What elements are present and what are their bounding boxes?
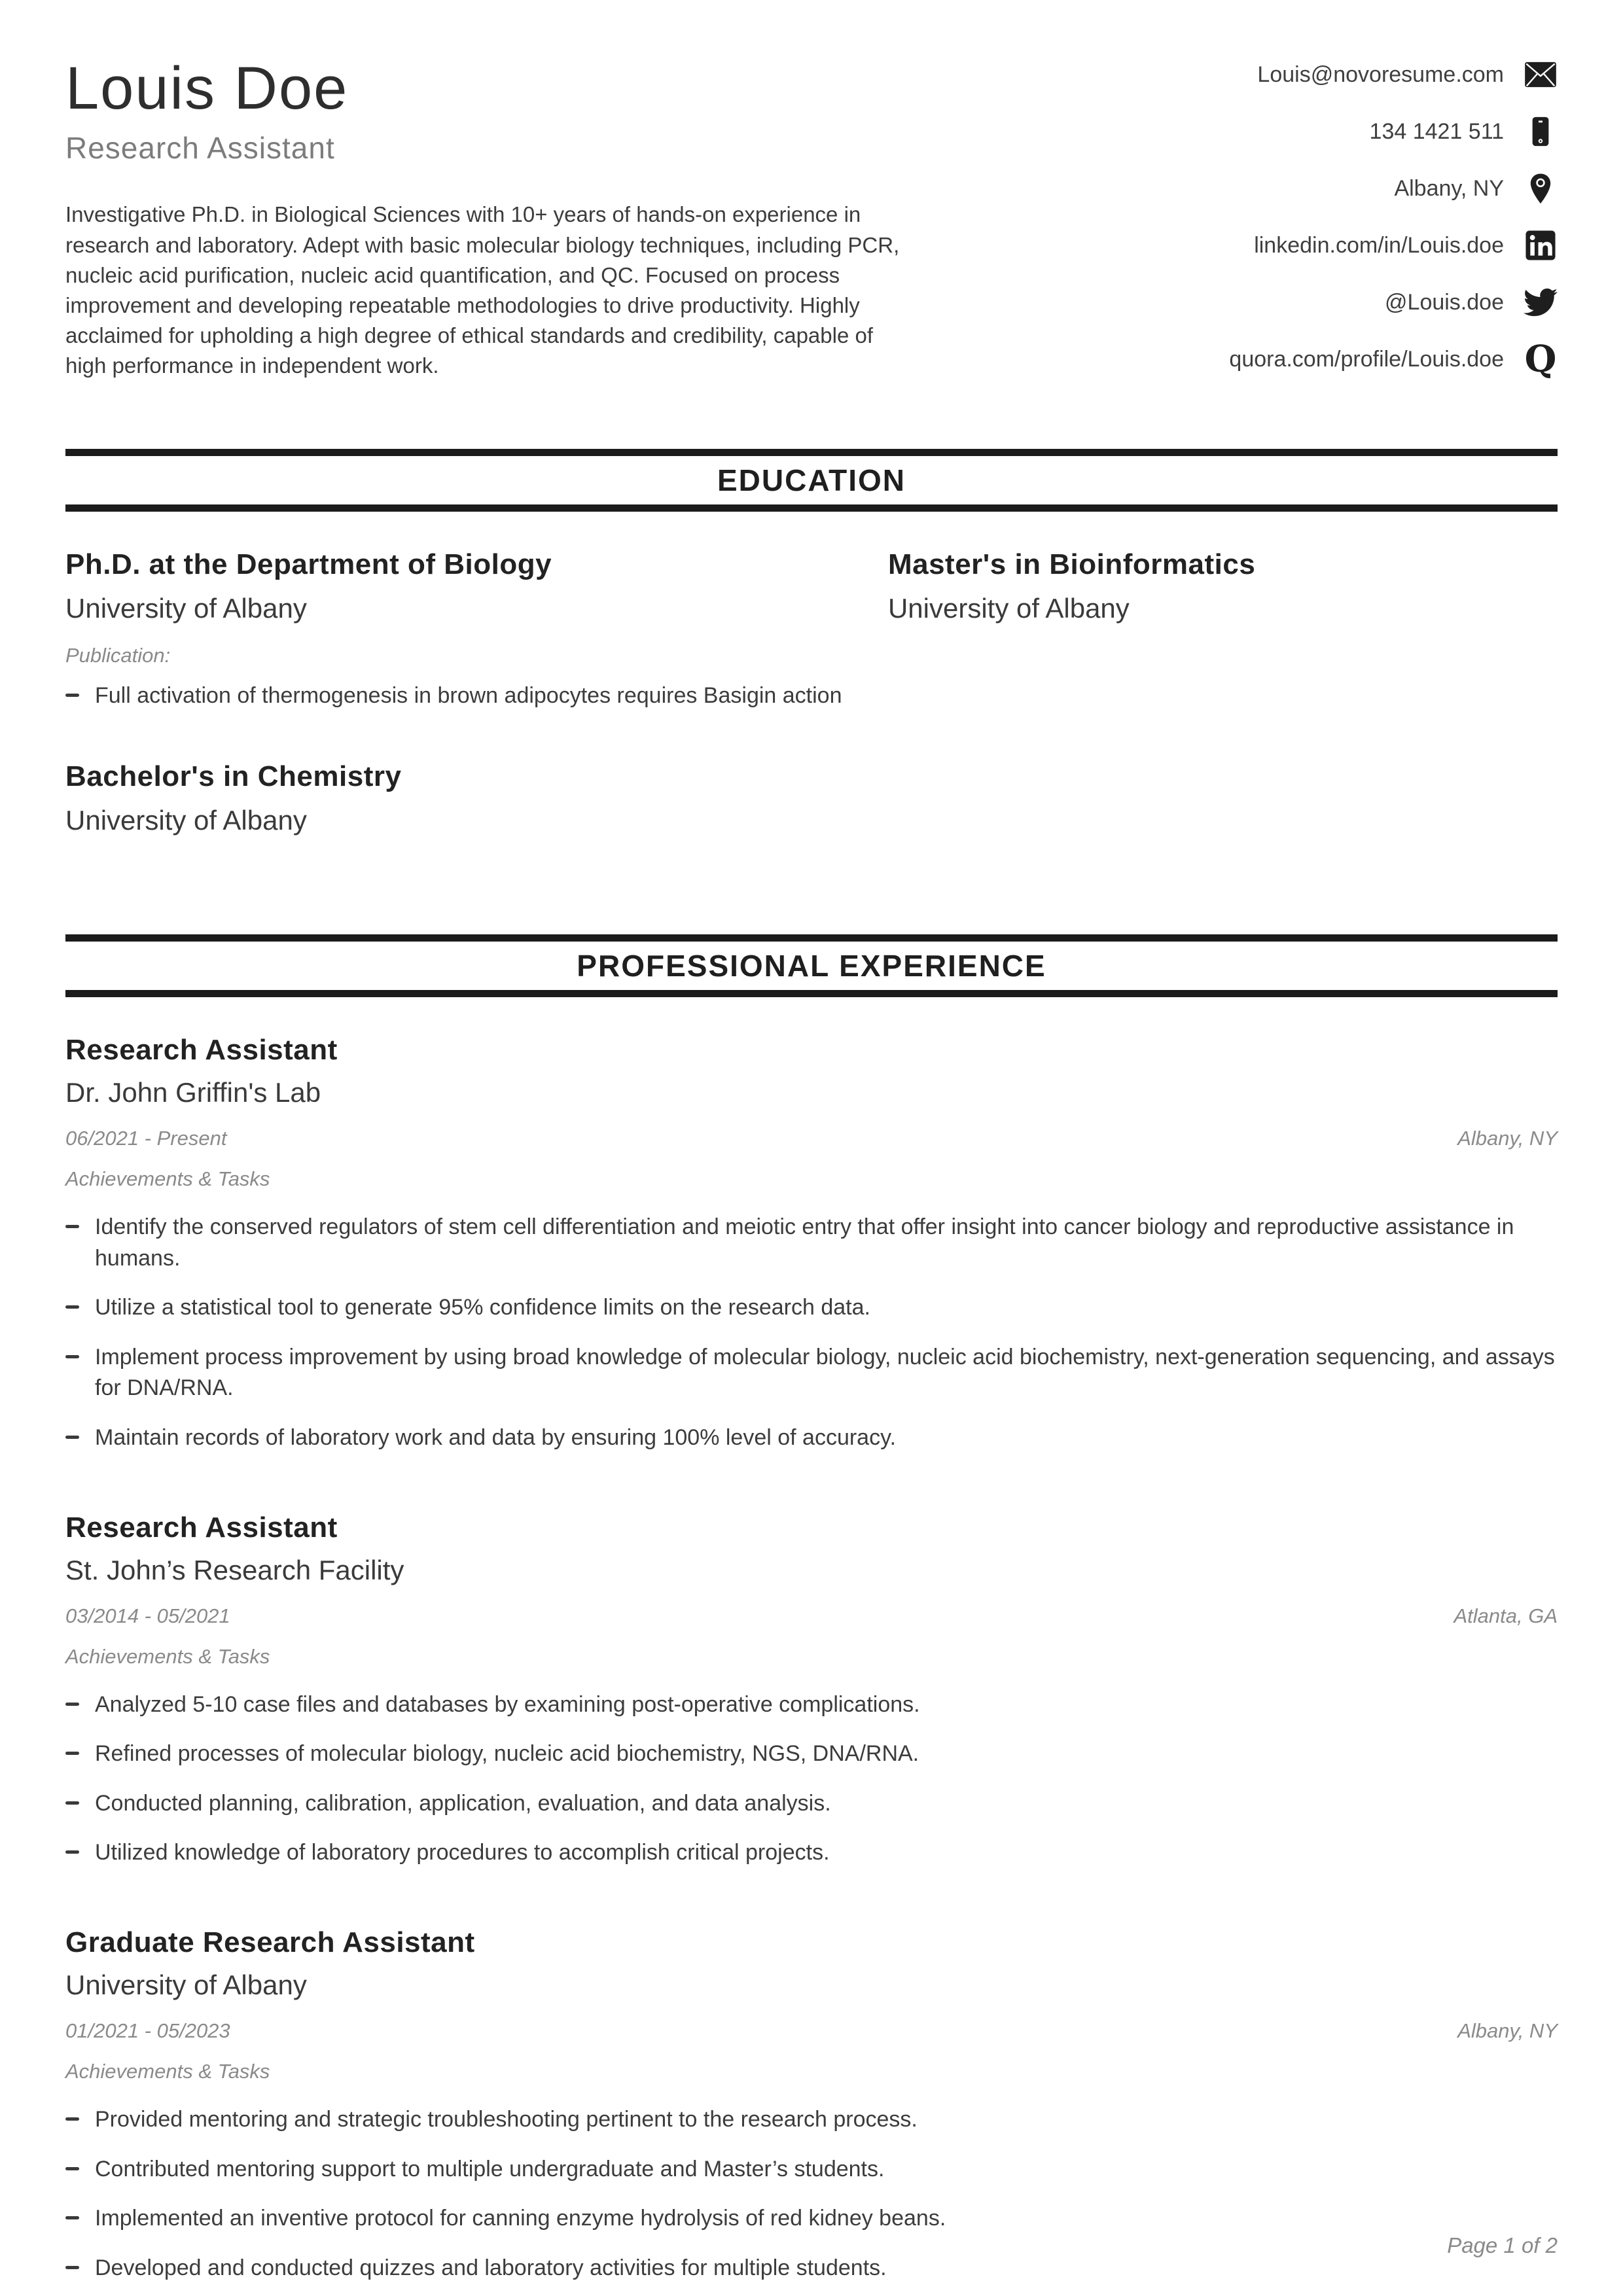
header-identity	[65, 56, 936, 381]
quora-icon: Q	[1524, 338, 1557, 381]
education-title: EDUCATION	[717, 463, 906, 498]
school-name: University of Albany	[887, 593, 1130, 624]
task-item	[65, 1788, 1558, 1820]
job-dates: 01/2021 - 05/2023	[65, 2019, 230, 2043]
task-item	[65, 2104, 1558, 2136]
contact-row-linkedin	[1254, 228, 1558, 262]
task-text: Developed and conducted quizzes and laboratory activities for multiple students.	[95, 2255, 887, 2280]
tasks-label: Achievements & Tasks	[65, 1644, 270, 1668]
bullet-dash-icon	[65, 1355, 79, 1358]
experience-section-header	[65, 934, 1558, 997]
location-icon	[1524, 171, 1558, 205]
task-text: Contributed mentoring support to multiple undergraduate and Master’s students.	[95, 2156, 885, 2181]
education-entries	[65, 548, 1558, 836]
job-title: Research Assistant	[65, 1511, 338, 1544]
quora-link[interactable]: quora.com/profile/Louis.doe	[1229, 346, 1504, 372]
education-entry-phd	[65, 548, 849, 712]
bullet-dash-icon	[65, 1752, 79, 1755]
task-item	[65, 1837, 1558, 1869]
job-meta	[65, 2019, 1558, 2043]
task-text: Refined processes of molecular biology, nucleic acid biochemistry, NGS, DNA/RNA.	[95, 1741, 919, 1767]
contact-row-twitter	[1385, 285, 1558, 319]
task-item	[65, 1292, 1558, 1324]
task-text: Maintain records of laboratory work and data by ensuring 100% level of accuracy.	[95, 1425, 897, 1451]
publication-label: Publication:	[65, 644, 171, 667]
phone-number: 134 1421 511	[1369, 118, 1504, 144]
email-icon	[1524, 58, 1558, 92]
task-item	[65, 2253, 1558, 2284]
task-item	[65, 1422, 1558, 1454]
linkedin-icon	[1524, 228, 1558, 262]
contact-list	[1229, 56, 1558, 381]
task-text: Utilize a statistical tool to generate 95% confidence limits on the research data.	[95, 1295, 870, 1320]
experience-title: PROFESSIONAL EXPERIENCE	[577, 949, 1046, 983]
person-name: Louis Doe	[65, 55, 349, 122]
job-title: Research Assistant	[65, 1034, 338, 1067]
task-item	[65, 1739, 1558, 1770]
job-entry-3	[65, 1926, 1558, 2284]
education-section	[65, 449, 1558, 836]
degree-title: Ph.D. at the Department of Biology	[65, 548, 552, 581]
job-location: Atlanta, GA	[1454, 1604, 1558, 1627]
education-entry-masters	[888, 548, 1558, 712]
task-text: Implement process improvement by using broad knowledge of molecular biology, nucleic acid biochemistry, next-generation sequencing, and assays for DNA/RNA.	[95, 1344, 1555, 1401]
experience-section	[65, 934, 1558, 2284]
header	[65, 56, 1558, 381]
job-dates: 06/2021 - Present	[65, 1127, 227, 1150]
twitter-handle[interactable]: @Louis.doe	[1385, 289, 1504, 315]
task-item	[65, 2154, 1558, 2185]
job-location: Albany, NY	[1457, 1127, 1558, 1150]
linkedin-link[interactable]: linkedin.com/in/Louis.doe	[1254, 232, 1504, 258]
company-name: University of Albany	[65, 1969, 307, 2001]
tasks-label: Achievements & Tasks	[65, 1167, 270, 1191]
bullet-dash-icon	[65, 1436, 79, 1439]
bullet-dash-icon	[65, 2216, 79, 2219]
job-title: Graduate Research Assistant	[65, 1926, 475, 1959]
education-section-header	[65, 449, 1558, 512]
twitter-icon	[1524, 285, 1558, 319]
task-text: Analyzed 5-10 case files and databases by examining post-operative complications.	[95, 1691, 920, 1717]
bullet-dash-icon	[65, 1703, 79, 1706]
task-item	[65, 1212, 1558, 1274]
bullet-dash-icon	[65, 1225, 79, 1228]
job-meta	[65, 1604, 1558, 1628]
job-entry-2	[65, 1511, 1558, 1869]
job-location: Albany, NY	[1457, 2019, 1558, 2043]
email-link[interactable]: Louis@novoresume.com	[1257, 62, 1504, 87]
job-entry-1	[65, 1034, 1558, 1454]
job-dates: 03/2014 - 05/2021	[65, 1604, 230, 1627]
task-text: Utilized knowledge of laboratory procedures to accomplish critical projects.	[95, 1840, 830, 1865]
task-text: Provided mentoring and strategic troubleshooting pertinent to the research process.	[95, 2107, 918, 2132]
school-name: University of Albany	[65, 805, 307, 836]
bullet-dash-icon	[65, 1850, 79, 1854]
task-text: Implemented an inventive protocol for canning enzyme hydrolysis of red kidney beans.	[95, 2206, 946, 2231]
person-job-title: Research Assistant	[65, 131, 335, 166]
company-name: St. John’s Research Facility	[65, 1554, 404, 1585]
profile-summary: Investigative Ph.D. in Biological Sciences with 10+ years of hands-on experience in research and laboratory. Adept with basic molecular biology techniques, including PCR, nucleic acid purification, nucleic acid quantification, and QC. Focused on process improvement and developing repeatable methodologies to drive productivity. Highly acclaimed for upholding a high degree of ethical standards and credibility, capable of high performance in independent work.	[65, 202, 900, 378]
publication-item	[65, 680, 849, 712]
task-item	[65, 2203, 1558, 2234]
contact-row-phone	[1370, 115, 1558, 149]
contact-row-quora	[1229, 338, 1558, 381]
contact-row-location	[1394, 171, 1558, 205]
company-name: Dr. John Griffin's Lab	[65, 1077, 321, 1108]
tasks-label: Achievements & Tasks	[65, 2060, 270, 2083]
education-entry-bachelors	[65, 760, 849, 836]
job-meta	[65, 1127, 1558, 1150]
page-number: Page 1 of 2	[1447, 2233, 1558, 2257]
bullet-dash-icon	[65, 2117, 79, 2121]
bullet-dash-icon	[65, 2167, 79, 2170]
bullet-dash-icon	[65, 2266, 79, 2269]
degree-title: Bachelor's in Chemistry	[65, 760, 402, 793]
school-name: University of Albany	[65, 593, 307, 624]
task-item	[65, 1689, 1558, 1721]
task-item	[65, 1342, 1558, 1404]
bullet-dash-icon	[65, 1801, 79, 1805]
degree-title: Master's in Bioinformatics	[887, 548, 1256, 581]
contact-row-email	[1257, 58, 1558, 92]
location-text: Albany, NY	[1394, 175, 1504, 201]
task-text: Identify the conserved regulators of stem cell differentiation and meiotic entry that offer insight into cancer biology and reproductive assistance in humans.	[95, 1214, 1514, 1271]
bullet-dash-icon	[65, 1305, 79, 1309]
phone-icon	[1524, 115, 1558, 149]
publication-text: Full activation of thermogenesis in brown adipocytes requires Basigin action	[95, 683, 842, 709]
task-text: Conducted planning, calibration, application, evaluation, and data analysis.	[95, 1790, 831, 1816]
bullet-dash-icon	[65, 694, 79, 697]
